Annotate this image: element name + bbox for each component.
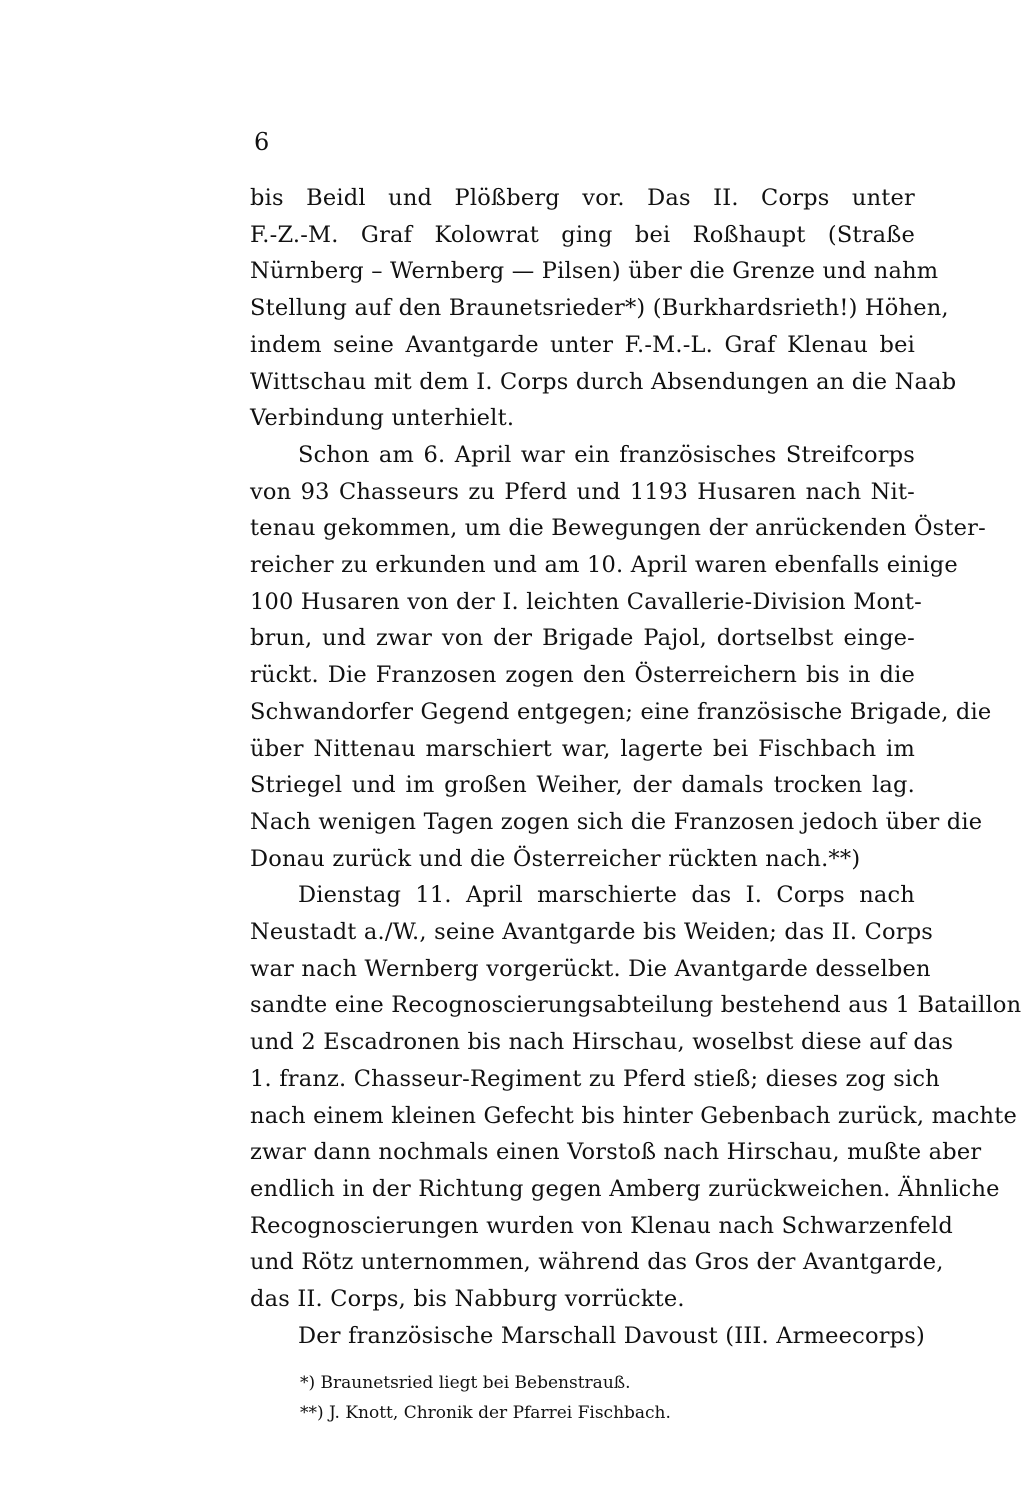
text-line: Wittschau mit dem I. Corps durch Absendungen an die Naab: [250, 368, 957, 395]
text-line: und 2 Escadronen bis nach Hirschau, woselbst diese auf das: [250, 1029, 954, 1056]
text-line: Striegel und im großen Weiher, der damals trocken lag.: [250, 772, 915, 799]
text-line: über Nittenau marschiert war, lagerte bei Fischbach im: [250, 735, 915, 762]
text-line: Nach wenigen Tagen zogen sich die Franzosen jedoch über die: [250, 808, 983, 835]
text-line: endlich in der Richtung gegen Amberg zurückweichen. Ähnliche: [250, 1175, 1000, 1202]
text-line: das II. Corps, bis Nabburg vorrückte.: [250, 1286, 685, 1313]
footnote: **) J. Knott, Chronik der Pfarrei Fischbach.: [300, 1403, 671, 1423]
text-line: Neustadt a./W., seine Avantgarde bis Weiden; das II. Corps: [250, 919, 934, 946]
footnote: *) Braunetsried liegt bei Bebenstrauß.: [300, 1373, 631, 1393]
text-line: Verbindung unterhielt.: [250, 405, 515, 432]
text-line: nach einem kleinen Gefecht bis hinter Gebenbach zurück, machte: [250, 1102, 1017, 1129]
footnotes: [300, 1368, 860, 1428]
text-line: war nach Wernberg vorgerückt. Die Avantgarde desselben: [250, 955, 931, 982]
text-line: von 93 Chasseurs zu Pferd und 1193 Husaren nach Nit-: [250, 478, 915, 505]
text-line: reicher zu erkunden und am 10. April waren ebenfalls einige: [250, 552, 958, 579]
text-line: Der französische Marschall Davoust (III. Armeecorps): [298, 1322, 925, 1349]
text-line: Nürnberg – Wernberg — Pilsen) über die Grenze und nahm: [250, 258, 939, 285]
text-line: Schon am 6. April war ein französisches Streifcorps: [298, 441, 915, 468]
text-line: Dienstag 11. April marschierte das I. Corps nach: [298, 882, 915, 909]
text-line: bis Beidl und Plößberg vor. Das II. Corps unter: [250, 185, 915, 211]
text-line: und Rötz unternommen, während das Gros der Avantgarde,: [250, 1249, 944, 1276]
text-line: brun, und zwar von der Brigade Pajol, dortselbst einge-: [250, 625, 915, 652]
text-line: Recognoscierungen wurden von Klenau nach Schwarzenfeld: [250, 1212, 954, 1239]
text-line: tenau gekommen, um die Bewegungen der anrückenden Öster-: [250, 515, 986, 542]
text-line: Donau zurück und die Österreicher rückten nach.**): [250, 845, 861, 872]
text-line: rückt. Die Franzosen zogen den Österreichern bis in die: [250, 662, 915, 689]
text-line: sandte eine Recognoscierungsabteilung bestehend aus 1 Bataillon: [250, 992, 1021, 1019]
text-line: 100 Husaren von der I. leichten Cavallerie-Division Mont-: [250, 588, 922, 615]
text-line: 1. franz. Chasseur-Regiment zu Pferd stieß; dieses zog sich: [250, 1065, 940, 1092]
text-line: Schwandorfer Gegend entgegen; eine französische Brigade, die: [250, 698, 992, 725]
body-text: [250, 180, 1021, 1355]
text-line: indem seine Avantgarde unter F.-M.-L. Graf Klenau bei: [250, 331, 915, 358]
page-number: 6: [254, 128, 270, 156]
text-line: F.-Z.-M. Graf Kolowrat ging bei Roßhaupt (Straße: [250, 221, 915, 248]
text-line: Stellung auf den Braunetsrieder*) (Burkhardsrieth!) Höhen,: [250, 295, 949, 322]
text-line: zwar dann nochmals einen Vorstoß nach Hirschau, mußte aber: [250, 1139, 982, 1166]
